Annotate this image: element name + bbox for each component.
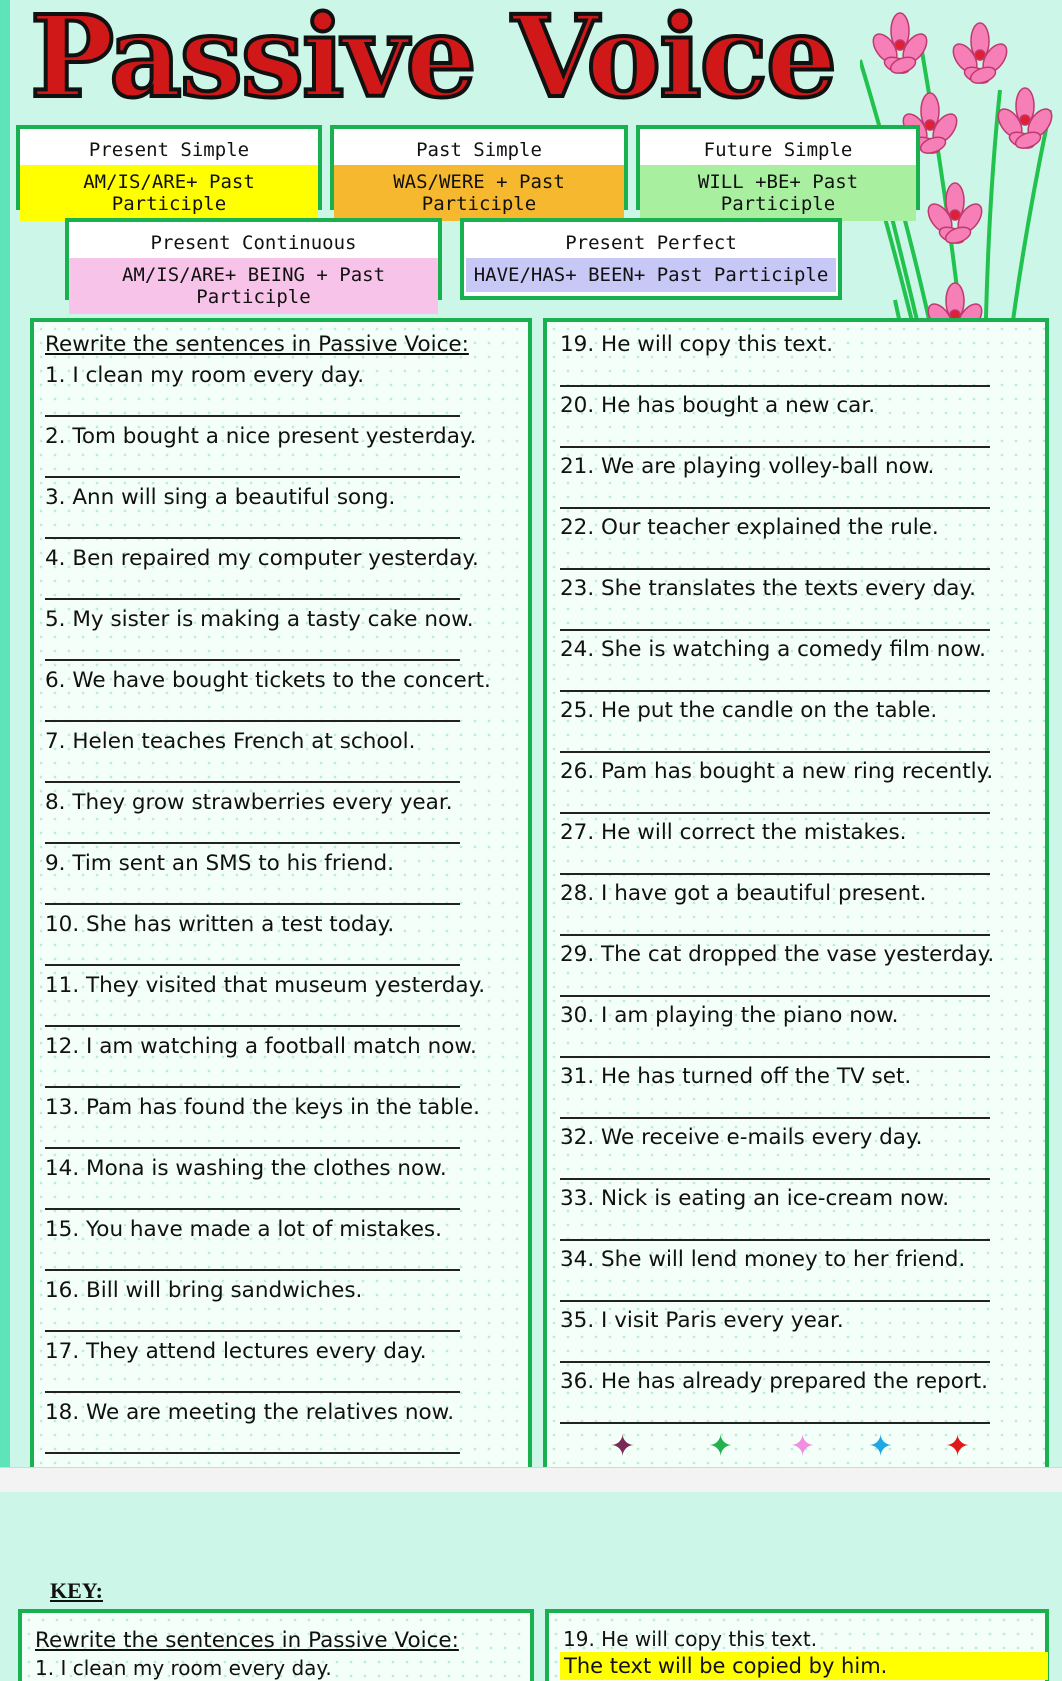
exercise-item: 32. We receive e-mails every day.	[560, 1125, 923, 1150]
exercise-item: 35. I visit Paris every year.	[560, 1308, 844, 1333]
exercise-item: 30. I am playing the piano now.	[560, 1003, 899, 1028]
answer-line[interactable]	[560, 1056, 990, 1058]
answer-line[interactable]	[560, 568, 990, 570]
page-divider	[0, 1467, 1062, 1493]
answer-line[interactable]	[45, 1208, 460, 1210]
formula-past-simple	[330, 125, 628, 215]
formula-rule: HAVE/HAS+ BEEN+ Past Participle	[466, 258, 837, 292]
formula-name: Past Simple	[416, 139, 542, 161]
answer-line[interactable]	[45, 1147, 460, 1149]
answer-line[interactable]	[45, 1269, 460, 1271]
exercise-item: 18. We are meeting the relatives now.	[45, 1400, 455, 1425]
exercise-item: 17. They attend lectures every day.	[45, 1339, 427, 1364]
answer-line[interactable]	[45, 1330, 460, 1332]
answer-line[interactable]	[560, 1117, 990, 1119]
exercise-item: 22. Our teacher explained the rule.	[560, 515, 939, 540]
answer-line[interactable]	[45, 964, 460, 966]
answer-line[interactable]	[45, 1025, 460, 1027]
exercise-item: 10. She has written a test today.	[45, 912, 395, 937]
exercise-item: 3. Ann will sing a beautiful song.	[45, 485, 396, 510]
answer-line[interactable]	[560, 1361, 990, 1363]
star-icon: ✦	[868, 1429, 894, 1464]
star-icon: ✦	[708, 1429, 734, 1464]
answer-line[interactable]	[45, 537, 460, 539]
exercise-item: 2. Tom bought a nice present yesterday.	[45, 424, 477, 449]
exercise-item: 29. The cat dropped the vase yesterday.	[560, 942, 995, 967]
answer-line[interactable]	[560, 1422, 990, 1424]
exercise-item: 21. We are playing volley-ball now.	[560, 454, 935, 479]
exercise-item: 6. We have bought tickets to the concert.	[45, 668, 491, 693]
key-answer-highlight: The text will be copied by him.	[560, 1652, 1048, 1680]
exercise-item: 23. She translates the texts every day.	[560, 576, 976, 601]
answer-line[interactable]	[45, 1086, 460, 1088]
formula-future-simple	[636, 125, 920, 215]
answer-line[interactable]	[560, 1239, 990, 1241]
exercise-item: 36. He has already prepared the report.	[560, 1369, 988, 1394]
key-left-first: 1. I clean my room every day.	[35, 1656, 332, 1680]
formula-present-simple	[16, 125, 322, 215]
answer-line[interactable]	[560, 690, 990, 692]
answer-line[interactable]	[45, 903, 460, 905]
formula-name: Present Simple	[88, 139, 250, 161]
formula-rule: WAS/WERE + Past Participle	[334, 165, 624, 221]
answer-line[interactable]	[45, 1391, 460, 1393]
answer-line[interactable]	[560, 812, 990, 814]
answer-line[interactable]	[45, 1452, 460, 1454]
key-label: KEY:	[50, 1578, 103, 1603]
exercise-item: 16. Bill will bring sandwiches.	[45, 1278, 363, 1303]
exercise-item: 7. Helen teaches French at school.	[45, 729, 416, 754]
answer-line[interactable]	[45, 415, 460, 417]
answer-line[interactable]	[560, 1300, 990, 1302]
answer-line[interactable]	[45, 659, 460, 661]
exercise-item: 5. My sister is making a tasty cake now.	[45, 607, 474, 632]
formula-name: Future Simple	[703, 139, 853, 161]
answer-line[interactable]	[45, 781, 460, 783]
exercise-item: 24. She is watching a comedy film now.	[560, 637, 986, 662]
exercise-item: 4. Ben repaired my computer yesterday.	[45, 546, 479, 571]
exercise-item: 9. Tim sent an SMS to his friend.	[45, 851, 394, 876]
formula-rule: AM/IS/ARE+ Past Participle	[20, 165, 318, 221]
instruction: Rewrite the sentences in Passive Voice:	[45, 332, 469, 357]
exercise-item: 11. They visited that museum yesterday.	[45, 973, 486, 998]
answer-line[interactable]	[560, 934, 990, 936]
answer-line[interactable]	[560, 751, 990, 753]
exercise-item: 31. He has turned off the TV set.	[560, 1064, 912, 1089]
formula-present-perfect	[460, 218, 842, 300]
answer-line[interactable]	[45, 598, 460, 600]
answer-key-section	[0, 1492, 1062, 1681]
formula-rule: AM/IS/ARE+ BEING + Past Participle	[69, 258, 438, 314]
formula-name: Present Perfect	[565, 232, 737, 254]
answer-line[interactable]	[560, 507, 990, 509]
exercise-item: 19. He will copy this text.	[560, 332, 834, 357]
exercise-item: 28. I have got a beautiful present.	[560, 881, 927, 906]
answer-line[interactable]	[45, 842, 460, 844]
answer-line[interactable]	[560, 1178, 990, 1180]
exercise-item: 27. He will correct the mistakes.	[560, 820, 907, 845]
star-icon: ✦	[790, 1429, 816, 1464]
answer-line[interactable]	[560, 995, 990, 997]
exercise-item: 25. He put the candle on the table.	[560, 698, 938, 723]
formula-rule: WILL +BE+ Past Participle	[640, 165, 916, 221]
exercise-item: 20. He has bought a new car.	[560, 393, 876, 418]
exercise-item: 1. I clean my room every day.	[45, 363, 365, 388]
exercise-item: 14. Mona is washing the clothes now.	[45, 1156, 447, 1181]
answer-line[interactable]	[45, 720, 460, 722]
exercise-item: 13. Pam has found the keys in the table.	[45, 1095, 480, 1120]
star-icon: ✦	[945, 1429, 971, 1464]
formula-present-continuous	[65, 218, 442, 308]
answer-line[interactable]	[560, 385, 990, 387]
answer-line[interactable]	[45, 476, 460, 478]
exercise-item: 26. Pam has bought a new ring recently.	[560, 759, 994, 784]
answer-line[interactable]	[560, 629, 990, 631]
exercise-item: 34. She will lend money to her friend.	[560, 1247, 966, 1272]
key-right-first: 19. He will copy this text.	[563, 1627, 818, 1651]
exercise-item: 33. Nick is eating an ice-cream now.	[560, 1186, 950, 1211]
answer-line[interactable]	[560, 446, 990, 448]
key-instruction: Rewrite the sentences in Passive Voice:	[35, 1628, 459, 1653]
exercise-item: 8. They grow strawberries every year.	[45, 790, 453, 815]
exercise-item: 12. I am watching a football match now.	[45, 1034, 477, 1059]
exercise-item: 15. You have made a lot of mistakes.	[45, 1217, 442, 1242]
answer-line[interactable]	[560, 873, 990, 875]
worksheet-title: Passive Voice	[30, 0, 836, 123]
formula-name: Present Continuous	[150, 232, 357, 254]
star-icon: ✦	[610, 1429, 636, 1464]
